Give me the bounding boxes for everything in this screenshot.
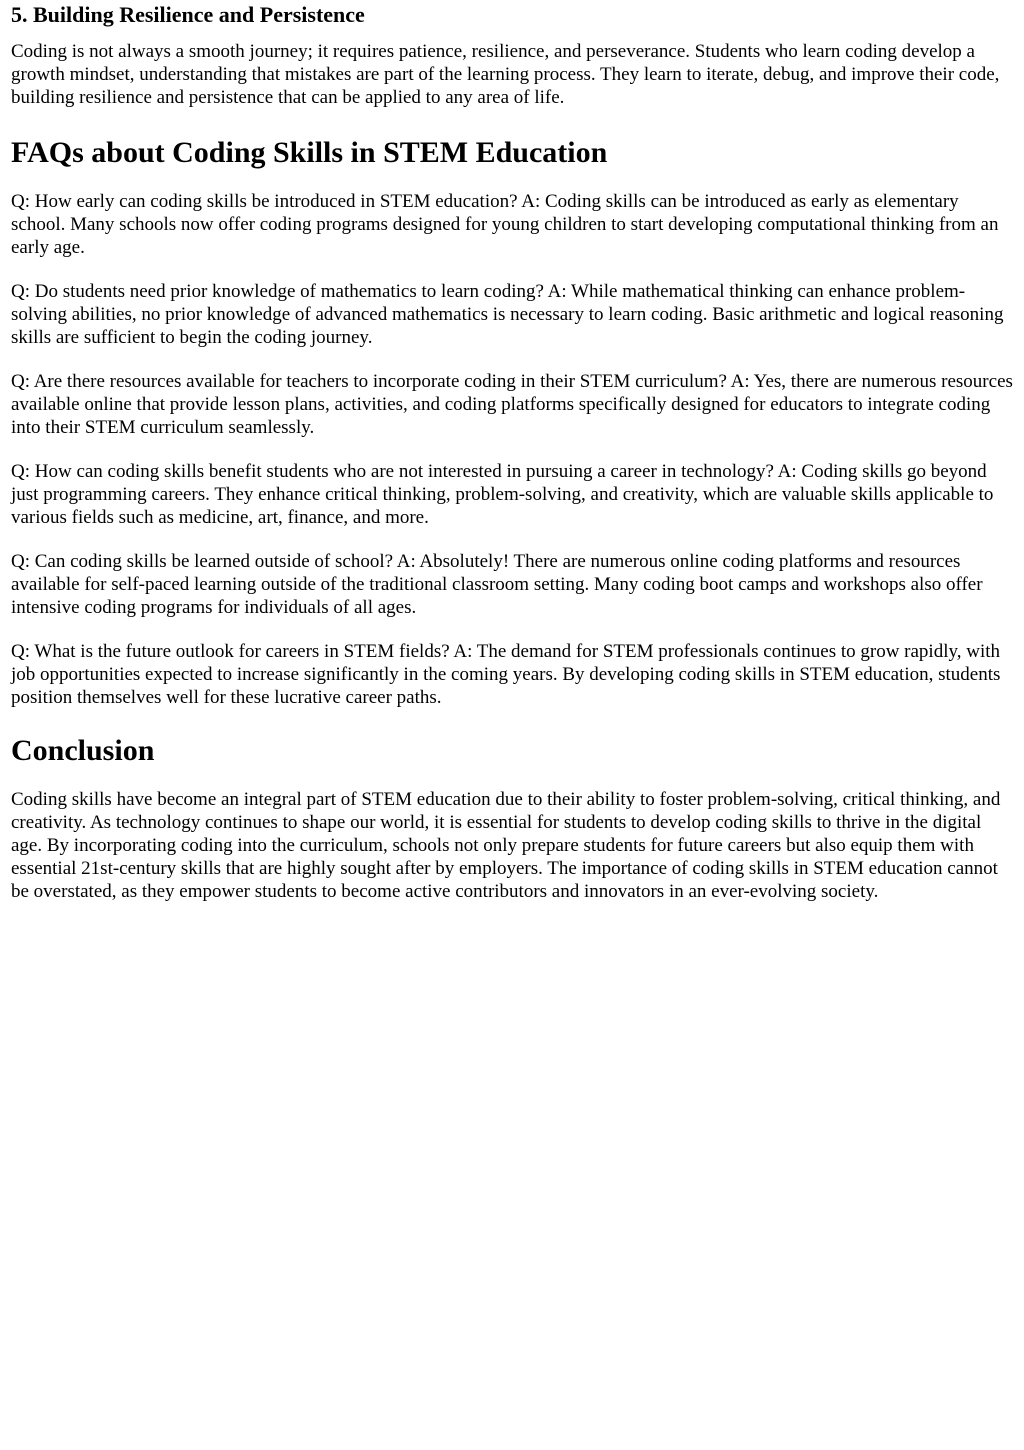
section-resilience [11,2,1013,109]
section-heading: 5. Building Resilience and Persistence [11,2,365,27]
faq-heading: FAQs about Coding Skills in STEM Education [11,136,608,169]
section-conclusion [11,733,1013,903]
faq-item: Q: Can coding skills be learned outside of school? A: Absolutely! There are numerous online coding platforms and resources available for self-paced learning outside of the traditional classroom setting. Many coding boot camps and workshops also offer intensive coding programs for individuals of all ages. [11,551,983,618]
document-page [0,2,1024,903]
faq-item: Q: What is the future outlook for careers in STEM fields? A: The demand for STEM professionals continues to grow rapidly, with job opportunities expected to increase significantly in the coming years. By developing coding skills in STEM education, students position themselves well for these lucrative career paths. [11,641,1001,708]
faq-item: Q: Are there resources available for teachers to incorporate coding in their STEM curriculum? A: Yes, there are numerous resources available online that provide lesson plans, activities, and coding platforms specifically designed for educators to integrate coding into their STEM curriculum seamlessly. [11,371,1013,438]
conclusion-heading: Conclusion [11,734,155,767]
faq-list [11,190,1013,709]
section-faqs [11,135,1013,709]
faq-item: Q: Do students need prior knowledge of mathematics to learn coding? A: While mathematical thinking can enhance problem-solving abilities, no prior knowledge of advanced mathematics is necessary to learn coding. Basic arithmetic and logical reasoning skills are sufficient to begin the coding journey. [11,281,1004,348]
section-paragraph: Coding is not always a smooth journey; it requires patience, resilience, and perseverance. Students who learn coding develop a growth mindset, understanding that mistakes are part of the learning process. They learn to iterate, debug, and improve their code, building resilience and persistence that can be applied to any area of life. [11,41,1000,108]
faq-item: Q: How can coding skills benefit students who are not interested in pursuing a career in technology? A: Coding skills go beyond just programming careers. They enhance critical thinking, problem-solving, and creativity, which are valuable skills applicable to various fields such as medicine, art, finance, and more. [11,461,994,528]
conclusion-paragraph: Coding skills have become an integral part of STEM education due to their ability to foster problem-solving, critical thinking, and creativity. As technology continues to shape our world, it is essential for students to develop coding skills to thrive in the digital age. By incorporating coding into the curriculum, schools not only prepare students for future careers but also equip them with essential 21st-century skills that are highly sought after by employers. The importance of coding skills in STEM education cannot be overstated, as they empower students to become active contributors and innovators in an ever-evolving society. [11,789,1001,902]
faq-item: Q: How early can coding skills be introduced in STEM education? A: Coding skills can be introduced as early as elementary school. Many schools now offer coding programs designed for young children to start developing computational thinking from an early age. [11,191,999,258]
